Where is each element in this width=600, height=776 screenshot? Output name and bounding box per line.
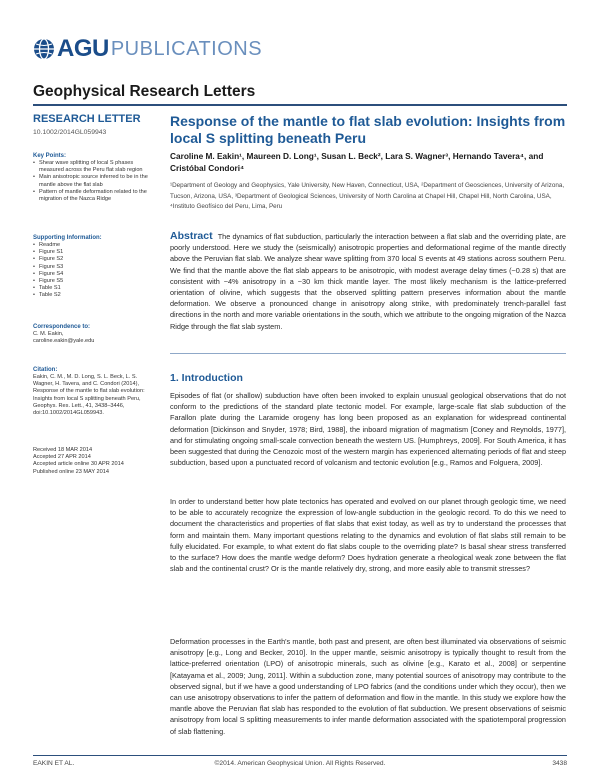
section-heading: 1. Introduction <box>170 372 243 384</box>
author-list: Caroline M. Eakin¹, Maureen D. Long¹, Susan L. Beck², Lara S. Wagner³, Hernando Tavera⁴, and Cristóbal Condori⁴ <box>170 151 544 173</box>
key-point: • Pattern of mantle deformation related to the migration of the Nazca Ridge <box>33 189 153 203</box>
supporting-item[interactable]: • Figure S1 <box>33 249 153 256</box>
correspondence-heading: Correspondence to: <box>33 324 91 330</box>
paragraph: Deformation processes in the Earth's mantle, both past and present, are often best illuminated via observations of seismic anisotropy [e.g., Long and Becker, 2010]. In the upper mantle, seismic anisotropy is typically thought to result from the lattice-preferred orientation (LPO) of anisotropic minerals, such as olivine [e.g., Karato et al., 2008] or serpentine [Katayama et al., 2009; Jung, 2011]. Within a subduction zone, many potential sources of anisotropy may contribute to the observed signal, but if we have a good understanding of LPO fabrics (and the conditions under which they occur), then we can use anisotropy observations to infer the pattern of deformation and flow in the mantle. In this study we explore how the mantle above the Peruvian flat slab has responded to the evolution of flat subduction. We present observations of seismic anisotropy from local S splitting measurements to infer mantle deformation associated with the spatiotemporal progression of slab flattening. <box>170 637 566 736</box>
supporting-item[interactable]: • Figure S5 <box>33 278 153 285</box>
abstract-text: The dynamics of flat subduction, particularly the interaction between a flat slab and the overriding plate, are poorly understood. Here we study the (seismically) anisotropic properties and deformational regime of the mantle directly above the Peruvian flat slab. We analyze shear wave splitting from 370 local S events at 49 stations across southern Peru. We find that the mantle above the flat slab appears to be anisotropic, with modest average delay times (~0.28 s) that are consistent with ~4% anisotropy in a ~30 km thick mantle layer. The most likely mechanism is the lattice-preferred orientation of olivine, which suggests that the observed splitting pattern preserves information about the mantle deformation. We observe a pronounced change in anisotropy along strike, with predominately trench-parallel fast directions in the north and more variable orientations in the south, which we attribute to the ongoing migration of the Nazca Ridge through the flat slab system. <box>170 232 566 331</box>
supporting-item[interactable]: • Table S1 <box>33 285 153 292</box>
supporting-item[interactable]: • Figure S4 <box>33 271 153 278</box>
article-type: RESEARCH LETTER <box>33 113 141 125</box>
journal-title: Geophysical Research Letters <box>33 83 256 100</box>
supporting-information <box>33 234 153 300</box>
agu-wordmark: AGU <box>57 35 109 62</box>
abstract <box>170 231 566 332</box>
key-point: • Main anisotropic source inferred to be in the mantle above the flat slab <box>33 174 153 188</box>
supporting-item[interactable]: • Figure S3 <box>33 264 153 271</box>
article-title: Response of the mantle to flat slab evolution: Insights from local S splitting beneath Peru <box>170 113 566 146</box>
supporting-item[interactable]: • Table S2 <box>33 292 153 299</box>
abstract-heading: Abstract <box>170 230 213 242</box>
key-point: • Shear wave splitting of local S phases measured across the Peru flat slab region <box>33 160 153 174</box>
globe-icon <box>33 38 55 60</box>
supporting-item[interactable]: • Figure S2 <box>33 256 153 263</box>
citation <box>33 366 153 417</box>
date-received: Received 18 MAR 2014 <box>33 447 93 453</box>
date-accepted: Accepted 27 APR 2014 <box>33 454 91 461</box>
affiliations: ¹Department of Geology and Geophysics, Yale University, New Haven, Connecticut, USA, ²Department of Geosciences, University of Arizona, Tucson, Arizona, USA, ³Department of Geological Sciences, University of North Carolina at Chapel Hill, Chapel Hill, North Carolina, USA, ⁴Instituto Geofísico del Peru, Lima, Peru <box>170 182 565 210</box>
paragraph: In order to understand better how plate tectonics has operated and evolved on our planet through geologic time, we need to be able to accurately recognize the expression of low-angle subduction in the geologic record. To do this we need to document the characteristics and properties of flat slabs that exist today, as well as try to understand the processes that form and maintain them. Many important questions relating to the dynamics and evolution of flat slabs still remain to be fully elucidated. For example, to what extent do flat slabs couple to the overriding plate? Is basal shear stress transferred to the surface? How does the mantle wedge deform? Does hydration generate a rheological weak zone between the flat slab and the continental crust? Or is the mantle relatively dry, strong, and more easily able to transmit stresses? <box>170 497 566 574</box>
paragraph: Episodes of flat (or shallow) subduction have often been invoked to explain unusual geological observations that do not conform to the predictions of the standard plate tectonic model. For example, large-scale flat slab subduction of the Farallon plate during the Laramide orogeny has long been proposed as an explanation for widespread continental deformation [Dickinson and Snyder, 1978; Bird, 1988], the inboard migration of magmatism [Coney and Reynolds, 1977], and for stimulating ongoing small-scale convection beneath the western US. [Humphreys, 2009]. For South America, it has been suggested that during the Cenozoic most of the western margin has experienced alternating periods of flat and steep subduction, based upon a punctuated record of volcanism and tectonic evolution [e.g., Ramos and Folguera, 2009]. <box>170 391 566 468</box>
key-points-heading: Key Points: <box>33 153 67 159</box>
footer-author: EAKIN ET AL. <box>33 760 75 767</box>
supporting-item[interactable]: • Readme <box>33 242 153 249</box>
key-points <box>33 152 153 203</box>
citation-heading: Citation: <box>33 367 58 373</box>
citation-text: Eakin, C. M., M. D. Long, S. L. Beck, L. S. Wagner, H. Tavera, and C. Condori (2014), Response of the mantle to flat slab evolution: Insights from local S splitting beneath Peru, Geophys. Res. Lett., 41, 3438–3446, doi:10.1002/2014GL059943. <box>33 374 145 417</box>
date-published: Published online 23 MAY 2014 <box>33 468 109 475</box>
doi[interactable]: 10.1002/2014GL059943 <box>33 129 107 136</box>
footer-rule <box>33 755 567 756</box>
page-number: 3438 <box>552 760 567 767</box>
footer-copyright: ©2014. American Geophysical Union. All Rights Reserved. <box>214 760 386 767</box>
article-dates <box>33 447 153 476</box>
correspondence-name: C. M. Eakin, <box>33 331 64 337</box>
header-rule <box>33 104 567 106</box>
correspondence-email[interactable]: caroline.eakin@yale.edu <box>33 338 95 345</box>
date-accepted-online: Accepted article online 30 APR 2014 <box>33 461 124 468</box>
publications-wordmark: PUBLICATIONS <box>110 38 263 60</box>
supporting-heading: Supporting Information: <box>33 235 102 241</box>
abstract-rule <box>170 353 566 354</box>
correspondence <box>33 323 153 345</box>
agu-publications-logo <box>33 36 262 62</box>
sidebar <box>33 112 155 137</box>
